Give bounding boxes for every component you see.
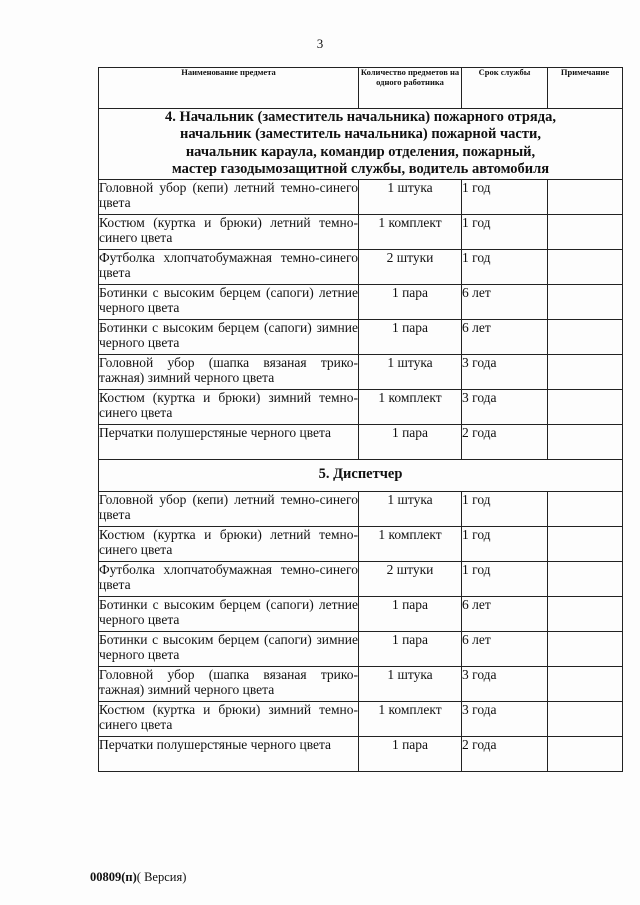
item-note-cell [548, 284, 623, 319]
item-name-cell: Головной убор (шапка вязаная трико-тажная) зимний черного цвета [99, 666, 359, 701]
page-number: 3 [316, 36, 324, 51]
item-quantity-cell: 1 штука [359, 354, 462, 389]
table-row [99, 214, 623, 249]
item-name-cell: Ботинки с высоким берцем (сапоги) зимние черного цвета [99, 631, 359, 666]
item-name-cell: Костюм (куртка и брюки) зимний темно-синего цвета [99, 389, 359, 424]
item-name-cell: Перчатки полушерстяные черного цвета [99, 736, 359, 771]
table-row [99, 561, 623, 596]
item-name-cell: Головной убор (кепи) летний темно-синего цвета [99, 179, 359, 214]
item-note-cell [548, 631, 623, 666]
item-note-cell [548, 596, 623, 631]
header-service-term: Срок службы [462, 68, 548, 109]
item-quantity-cell: 1 комплект [359, 214, 462, 249]
footer-code: 00809(п) [90, 870, 137, 884]
table-header-row [99, 68, 623, 109]
section-title-4 [99, 109, 623, 180]
item-quantity-cell: 1 штука [359, 666, 462, 701]
item-term-cell: 1 год [462, 249, 548, 284]
item-quantity-cell: 1 штука [359, 491, 462, 526]
header-note: Примечание [548, 68, 623, 109]
item-term-cell: 3 года [462, 701, 548, 736]
item-term-cell: 1 год [462, 526, 548, 561]
table-row [99, 284, 623, 319]
item-name-cell: Костюм (куртка и брюки) летний темно-синего цвета [99, 526, 359, 561]
document-footer [90, 870, 186, 885]
item-name-cell: Головной убор (шапка вязаная трико-тажная) зимний черного цвета [99, 354, 359, 389]
header-item-name: Наименование предмета [99, 68, 359, 109]
item-note-cell [548, 214, 623, 249]
item-note-cell [548, 666, 623, 701]
item-quantity-cell: 1 пара [359, 736, 462, 771]
item-note-cell [548, 526, 623, 561]
item-note-cell [548, 249, 623, 284]
item-term-cell: 6 лет [462, 631, 548, 666]
item-name-cell: Костюм (куртка и брюки) летний темно-синего цвета [99, 214, 359, 249]
item-term-cell: 1 год [462, 179, 548, 214]
item-term-cell: 3 года [462, 354, 548, 389]
item-name-cell: Головной убор (кепи) летний темно-синего цвета [99, 491, 359, 526]
item-term-cell: 3 года [462, 389, 548, 424]
item-term-cell: 1 год [462, 214, 548, 249]
item-quantity-cell: 1 комплект [359, 389, 462, 424]
table-row [99, 701, 623, 736]
table-row [99, 666, 623, 701]
clothing-norms-table [98, 67, 623, 772]
section-row [99, 459, 623, 491]
table-row [99, 424, 623, 459]
item-note-cell [548, 491, 623, 526]
item-note-cell [548, 736, 623, 771]
item-quantity-cell: 1 комплект [359, 526, 462, 561]
table-row [99, 389, 623, 424]
item-name-cell: Костюм (куртка и брюки) зимний темно-синего цвета [99, 701, 359, 736]
item-term-cell: 2 года [462, 424, 548, 459]
table-row [99, 249, 623, 284]
item-note-cell [548, 179, 623, 214]
table-row [99, 319, 623, 354]
item-name-cell: Футболка хлопчатобумажная темно-синего цвета [99, 561, 359, 596]
item-name-cell: Ботинки с высоким берцем (сапоги) летние черного цвета [99, 284, 359, 319]
item-quantity-cell: 2 штуки [359, 561, 462, 596]
item-quantity-cell: 1 пара [359, 596, 462, 631]
section-title-line: начальник караула, командир отделения, пожарный, [185, 143, 536, 160]
item-name-cell: Перчатки полушерстяные черного цвета [99, 424, 359, 459]
item-quantity-cell: 1 комплект [359, 701, 462, 736]
item-quantity-cell: 1 штука [359, 179, 462, 214]
header-quantity: Количество предметов на одного работника [359, 68, 462, 109]
section-title-line: мастер газодымозащитной службы, водитель автомобиля [171, 161, 550, 178]
item-note-cell [548, 319, 623, 354]
footer-version: ( Версия) [136, 870, 187, 884]
table-row [99, 736, 623, 771]
item-term-cell: 1 год [462, 491, 548, 526]
item-quantity-cell: 1 пара [359, 319, 462, 354]
section-row [99, 109, 623, 180]
item-name-cell: Футболка хлопчатобумажная темно-синего цвета [99, 249, 359, 284]
table-row [99, 354, 623, 389]
item-note-cell [548, 424, 623, 459]
section-title-line: 5. Диспетчер [318, 465, 403, 482]
table-row [99, 596, 623, 631]
item-quantity-cell: 1 пара [359, 424, 462, 459]
item-note-cell [548, 561, 623, 596]
item-term-cell: 3 года [462, 666, 548, 701]
item-quantity-cell: 1 пара [359, 284, 462, 319]
item-name-cell: Ботинки с высоким берцем (сапоги) зимние черного цвета [99, 319, 359, 354]
table-row [99, 179, 623, 214]
item-term-cell: 6 лет [462, 319, 548, 354]
item-name-cell: Ботинки с высоким берцем (сапоги) летние черного цвета [99, 596, 359, 631]
table-row [99, 631, 623, 666]
section-title-5 [99, 459, 623, 491]
item-term-cell: 1 год [462, 561, 548, 596]
table-row [99, 526, 623, 561]
item-note-cell [548, 354, 623, 389]
item-quantity-cell: 2 штуки [359, 249, 462, 284]
item-quantity-cell: 1 пара [359, 631, 462, 666]
item-note-cell [548, 701, 623, 736]
item-note-cell [548, 389, 623, 424]
item-term-cell: 2 года [462, 736, 548, 771]
section-title-line: начальник (заместитель начальника) пожарной части, [180, 126, 541, 143]
item-term-cell: 6 лет [462, 284, 548, 319]
table-row [99, 491, 623, 526]
section-title-line: 4. Начальник (заместитель начальника) пожарного отряда, [165, 109, 556, 125]
item-term-cell: 6 лет [462, 596, 548, 631]
